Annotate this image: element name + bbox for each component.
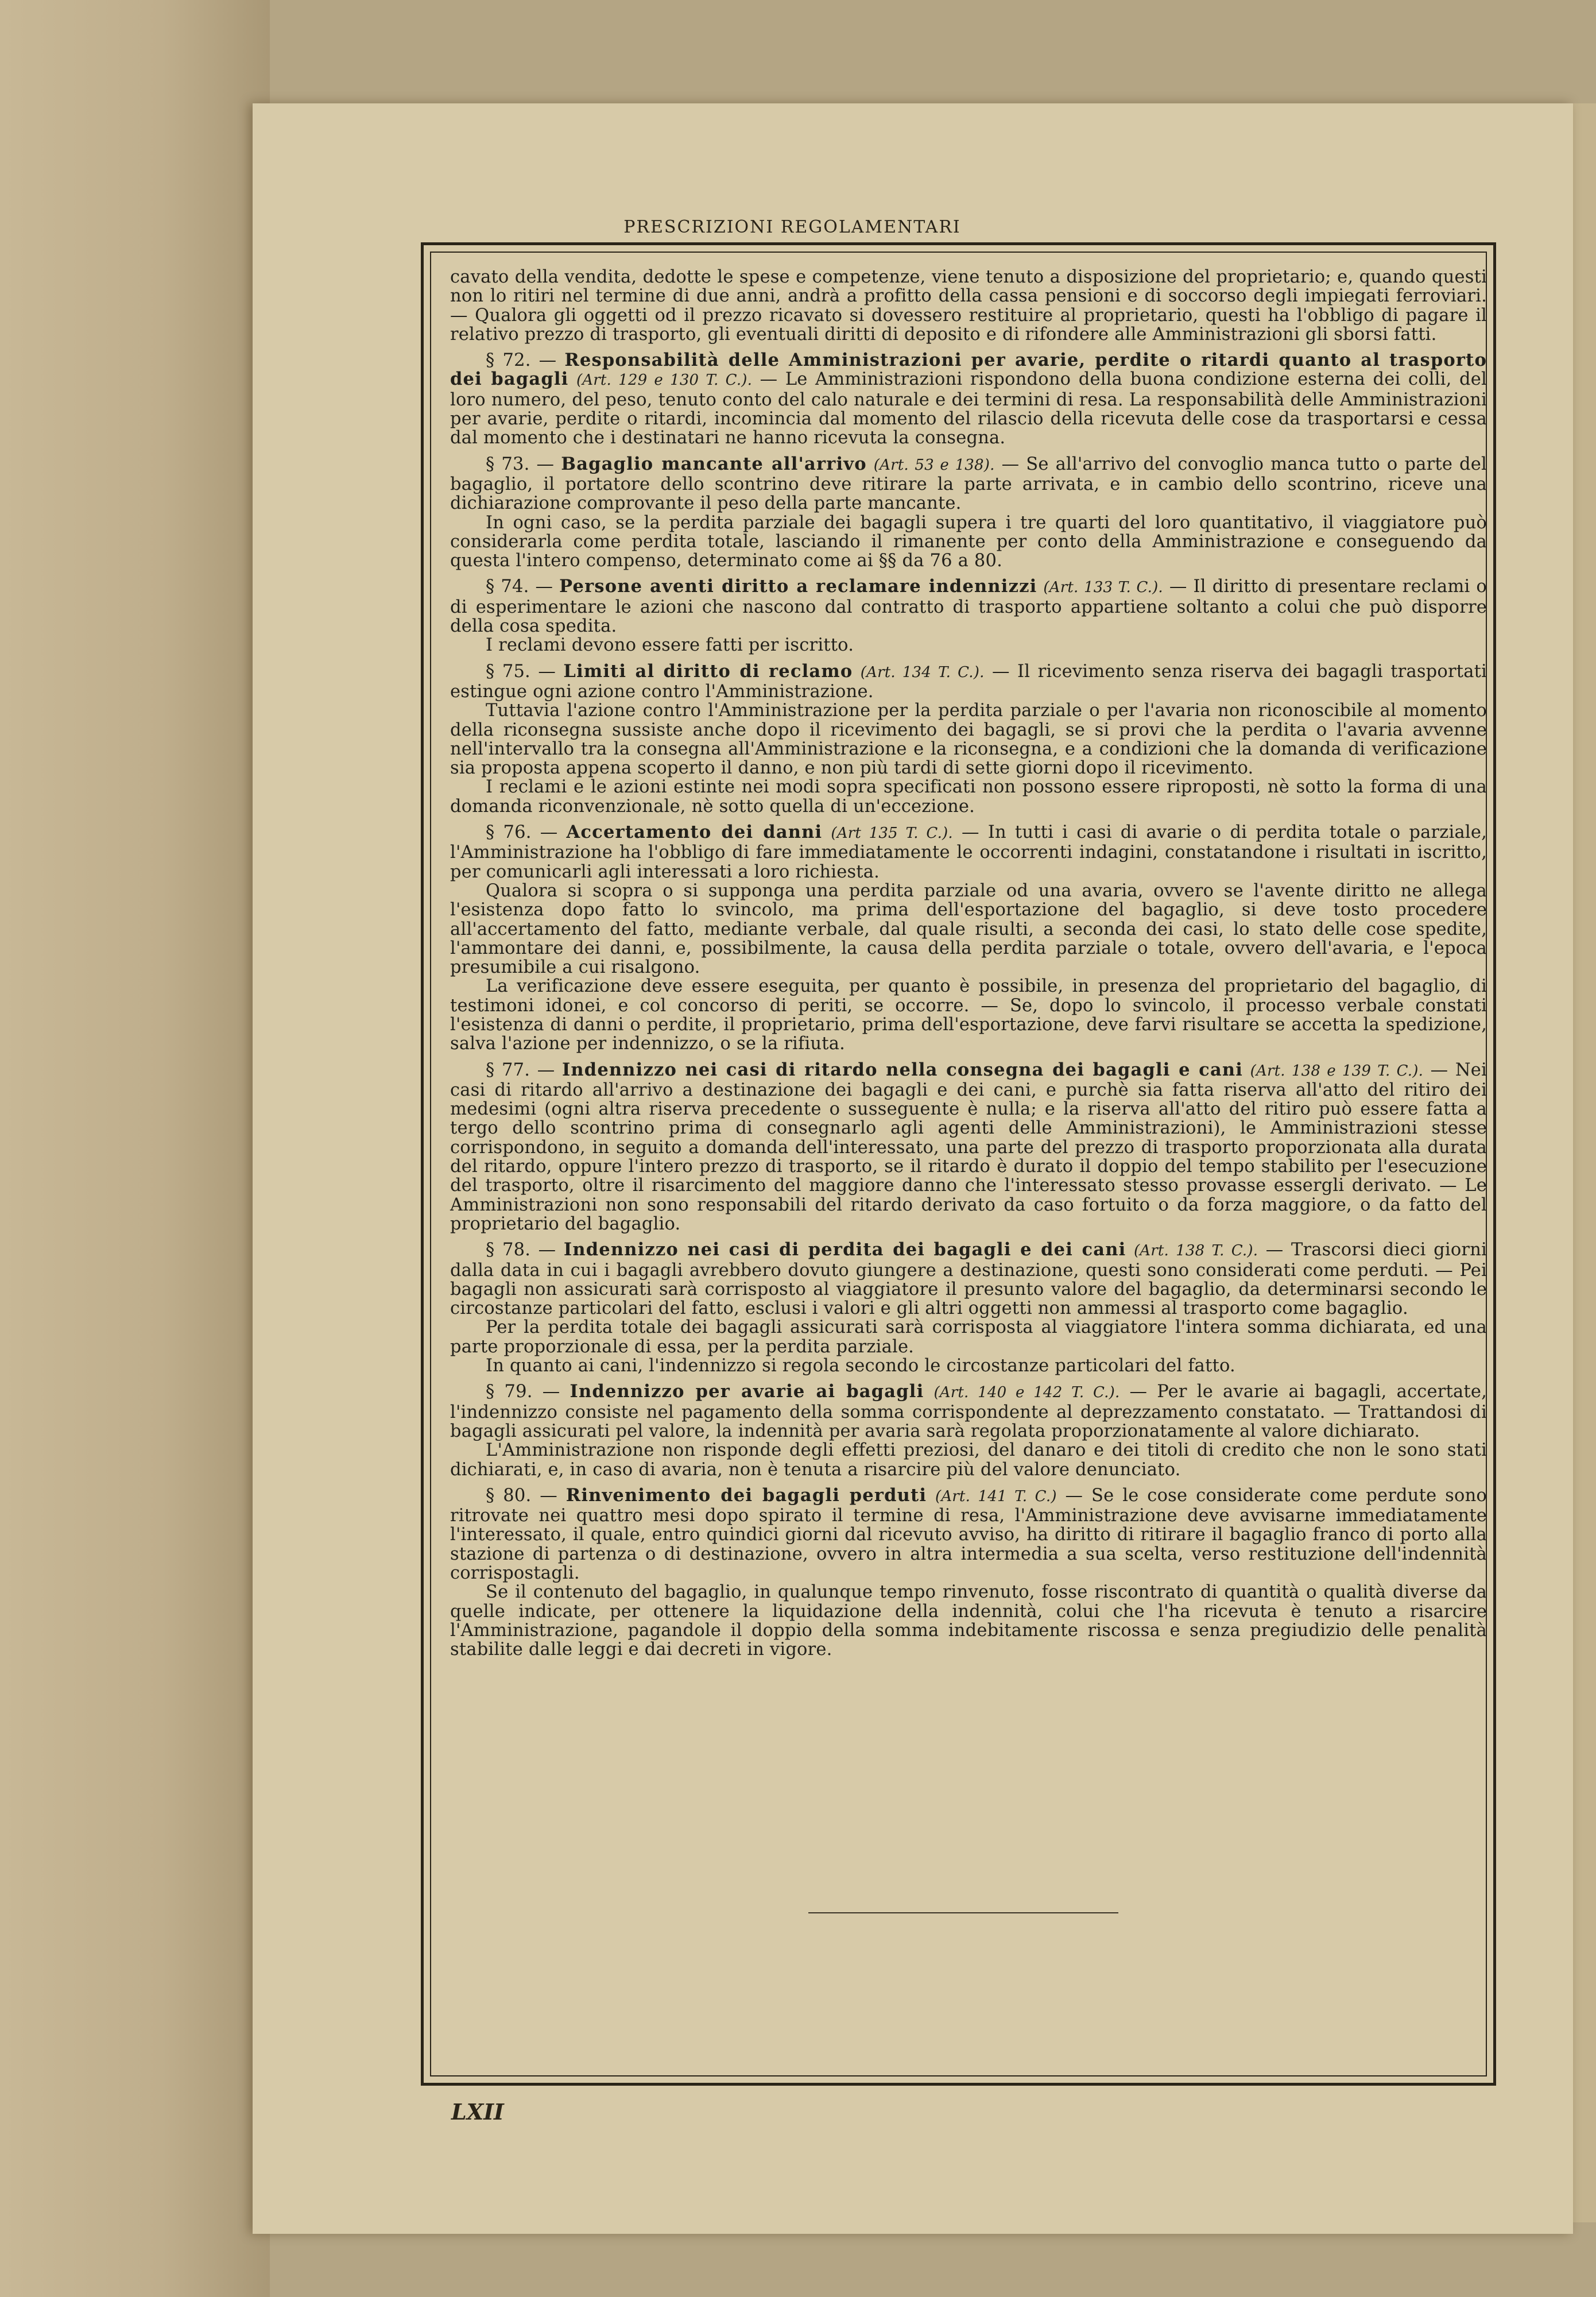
section-paragraph: Per la perdita totale dei bagagli assicurati sarà corrisposta al viaggiatore l'intera somma dichiarata, ed una parte proporzionale di essa, per la perdita parziale.	[450, 1317, 1487, 1357]
section-paragraph: Se il contenuto del bagaglio, in qualunque tempo rinvenuto, fosse riscontrato di quantità o qualità diverse da quelle indicate, per ottenere la liquidazione della indennità, colui che l'ha ricevuta è tenuto a risarcire l'Amministrazione, pagandole il doppio della somma indebitamente riscossa e senza pregiudizio delle penalità stabilite dalle leggi e dai decreti in vigore.	[450, 1582, 1487, 1660]
section-title: Indennizzo nei casi di perdita dei bagagli e dei cani	[563, 1239, 1126, 1260]
section-heading-paragraph: § 76. — Accertamento dei danni (Art 135 T. C.). — In tutti i casi di avarie o di perdita totale o parziale, l'Amministrazione ha l'obbligo di fare immediatamente le occorrenti indagini, constatandone i risultati in iscritto, per comunicarli agli interessati a loro richiesta.	[450, 822, 1487, 882]
intro-paragraph	[450, 268, 1487, 344]
section-title: Rinvenimento dei bagagli perduti	[565, 1484, 927, 1506]
section-number: § 73.	[486, 454, 530, 474]
section-78	[450, 1240, 1487, 1375]
section-title: Accertamento dei danni	[566, 822, 823, 843]
section-body-text: — Il ricevimento senza riserva dei bagagli trasportati estingue ogni azione contro l'Amministrazione.	[450, 661, 1487, 702]
section-number: § 76.	[486, 822, 532, 843]
book-gutter-shadow	[0, 0, 270, 2297]
section-paragraph: I reclami devono essere fatti per iscritto.	[486, 635, 854, 656]
section-number: § 75.	[486, 661, 530, 682]
section-citation: (Art. 140 e 142 T. C.).	[933, 1384, 1120, 1402]
sections-list	[450, 351, 1487, 1659]
section-80	[450, 1486, 1487, 1660]
section-number: § 74.	[486, 577, 529, 597]
section-paragraph: In ogni caso, se la perdita parziale dei bagagli supera i tre quarti del loro quantitativo, il viaggiatore può considerarla come perdita totale, lasciando il rimanente per conto della Amministrazione e conseguendo da questa l'intero compenso, determinato come ai §§ da 76 a 80.	[450, 512, 1487, 571]
section-citation: (Art. 133 T. C.).	[1043, 579, 1163, 597]
section-number: § 77.	[486, 1059, 530, 1080]
page-number: LXII	[451, 2099, 504, 2125]
section-paragraph: Qualora si scopra o si supponga una perdita parziale od una avaria, ovvero se l'avente diritto ne allega l'esistenza dopo fatto lo svincolo, ma prima dell'esportazione del bagaglio, si deve tosto procedere all'accertamento del fatto, mediante verbale, dal quale risulti, a seconda dei casi, lo stato delle cose spedite, l'ammontare dei danni, e, possibilmente, la causa della perdita parziale o totale, ovvero dell'avaria, e l'epoca presumibile a cui risalgono.	[450, 880, 1487, 978]
section-citation: (Art. 129 e 130 T. C.).	[576, 372, 753, 389]
section-body-text: — Per le avarie ai bagagli, accertate, l'indennizzo consiste nel pagamento della somma corrispondente al deprezzamento constatato. — Trattandosi di bagagli assicurati pel valore, la indennità per avaria sarà regolata proporzionatamente al valore dichiarato.	[450, 1382, 1487, 1441]
section-title: Indennizzo per avarie ai bagagli	[570, 1381, 924, 1402]
section-citation: (Art 135 T. C.).	[831, 825, 953, 842]
section-heading-paragraph: § 78. — Indennizzo nei casi di perdita dei bagagli e dei cani (Art. 138 T. C.). — Trascorsi dieci giorni dalla data in cui i bagagli avrebbero dovuto giungere a destinazione, questi sono considerati come perduti. — Pei bagagli non assicurati sarà corrisposto al viaggiatore il presunto valore del bagaglio, da determinarsi secondo le circostanze particolari del fatto, esclusi i valori e gli altri oggetti non ammessi al trasporto come bagaglio.	[450, 1239, 1487, 1319]
section-title: Limiti al diritto di reclamo	[563, 660, 853, 682]
intro-text: cavato della vendita, dedotte le spese e competenze, viene tenuto a disposizione del proprietario; e, quando questi non lo ritiri nel termine di due anni, andrà a profitto della cassa pensioni e di soccorso degli impiegati ferroviari. — Qualora gli oggetti od il prezzo ricavato si dovessero restituire al proprietario, questi ha l'obbligo di pagare il relativo prezzo di trasporto, gli eventuali diritti di deposito e di rifondere alle Amministrazioni gli sborsi fatti.	[450, 267, 1487, 345]
section-heading-paragraph: § 79. — Indennizzo per avarie ai bagagli (Art. 140 e 142 T. C.). — Per le avarie ai bagagli, accertate, l'indennizzo consiste nel pagamento della somma corrispondente al deprezzamento constatato. — Trattandosi di bagagli assicurati pel valore, la indennità per avaria sarà regolata proporzionatamente al valore dichiarato.	[450, 1381, 1487, 1441]
section-75	[450, 662, 1487, 816]
section-body-text: — Se all'arrivo del convoglio manca tutto o parte del bagaglio, il portatore dello scontrino deve ritirare la parte arrivata, e in cambio dello scontrino, riceve una dichiarazione comprovante il peso della parte mancante.	[450, 454, 1487, 514]
section-citation: (Art. 134 T. C.).	[860, 663, 985, 681]
section-72	[450, 351, 1487, 447]
section-74	[450, 577, 1487, 655]
section-paragraph: La verificazione deve essere eseguita, per quanto è possibile, in presenza del proprietario del bagaglio, di testimoni idonei, e col concorso di periti, se occorre. — Se, dopo lo svincolo, il processo verbale constati l'esistenza di danni o perdite, il proprietario, prima dell'esportazione, deve farvi risultare se accetta la spedizione, salva l'azione per indennizzo, o se la rifiuta.	[450, 976, 1487, 1054]
section-heading-paragraph: § 74. — Persone aventi diritto a reclamare indennizzi (Art. 133 T. C.). — Il diritto di presentare reclami o di esperimentare le azioni che nascono dal contratto di trasporto appartiene soltanto a colui che può disporre della cosa spedita.	[450, 576, 1487, 637]
section-body-text: — Le Amministrazioni rispondono della buona condizione esterna dei colli, del loro numero, del peso, tenuto conto del calo naturale e dei termini di resa. La responsabilità delle Amministrazioni per avarie, perdite o ritardi, incomincia dal momento del rilascio della ricevuta delle cose da trasportarsi e cessa dal momento che i destinatari ne hanno ricevuta la consegna.	[450, 369, 1487, 448]
running-head: PRESCRIZIONI REGOLAMENTARI	[623, 217, 961, 237]
section-number: § 80.	[486, 1485, 532, 1506]
section-citation: (Art. 141 T. C.)	[935, 1487, 1057, 1505]
section-citation: (Art. 53 e 138).	[873, 456, 995, 474]
section-number: § 78.	[486, 1240, 531, 1260]
section-79	[450, 1382, 1487, 1479]
section-73	[450, 455, 1487, 571]
section-title: Responsabilità delle Amministrazioni per avarie, perdite o ritardi quanto al trasporto dei bagagli	[450, 350, 1487, 390]
section-title: Bagaglio mancante all'arrivo	[561, 453, 867, 474]
section-number: § 79.	[486, 1382, 533, 1402]
section-title: Persone aventi diritto a reclamare indennizzi	[559, 576, 1037, 597]
section-heading-paragraph: § 75. — Limiti al diritto di reclamo (Art. 134 T. C.). — Il ricevimento senza riserva dei bagagli trasportati estingue ogni azione contro l'Amministrazione.	[450, 660, 1487, 702]
section-heading-paragraph: § 80. — Rinvenimento dei bagagli perduti (Art. 141 T. C.) — Se le cose considerate come perdute sono ritrovate nei quattro mesi dopo spirato il termine di resa, l'Amministrazione deve avvisarne immediatamente l'interessato, il quale, entro quindici giorni dal ricevuto avviso, ha diritto di ritirare il bagaglio franco di porto alla stazione di partenza o di destinazione, ovvero in altra intermedia a sua scelta, verso restituzione dell'indennità corrispostagli.	[450, 1484, 1487, 1583]
section-body-text: — Il diritto di presentare reclami o di esperimentare le azioni che nascono dal contratto di trasporto appartiene soltanto a colui che può disporre della cosa spedita.	[450, 577, 1487, 637]
section-paragraph: In quanto ai cani, l'indennizzo si regola secondo le circostanze particolari del fatto.	[486, 1356, 1235, 1376]
section-citation: (Art. 138 T. C.).	[1133, 1242, 1258, 1260]
section-heading-paragraph: § 72. — Responsabilità delle Amministrazioni per avarie, perdite o ritardi quanto al trasporto dei bagagli (Art. 129 e 130 T. C.). — Le Amministrazioni rispondono della buona condizione esterna dei colli, del loro numero, del peso, tenuto conto del calo naturale e dei termini di resa. La responsabilità delle Amministrazioni per avarie, perdite o ritardi, incomincia dal momento del rilascio della ricevuta delle cose da trasportarsi e cessa dal momento che i destinatari ne hanno ricevuta la consegna.	[450, 350, 1487, 448]
section-title: Indennizzo nei casi di ritardo nella consegna dei bagagli e cani	[561, 1059, 1244, 1080]
section-paragraph: I reclami e le azioni estinte nei modi sopra specificati non possono essere riproposti, nè sotto la forma di una domanda riconvenzionale, nè sotto quella di un'eccezione.	[450, 777, 1487, 817]
section-number: § 72.	[486, 350, 531, 371]
section-body-text: — Se le cose considerate come perdute sono ritrovate nei quattro mesi dopo spirato il termine di resa, l'Amministrazione deve avvisarne immediatamente l'interessato, il quale, entro quindici giorni dal ricevuto avviso, ha diritto di ritirare il bagaglio franco di porto alla stazione di partenza o di destinazione, ovvero in altra intermedia a sua scelta, verso restituzione dell'indennità corrispostagli.	[450, 1485, 1487, 1583]
section-citation: (Art. 138 e 139 T. C.).	[1250, 1062, 1424, 1080]
section-body-text: — Nei casi di ritardo all'arrivo a destinazione dei bagagli e dei cani, e purchè sia fatta riserva all'atto del ritiro dei medesimi (ogni altra riserva precedente o susseguente è nulla; e la riserva all'atto del ritiro può essere fatta a tergo dello scontrino prima di consegnarlo agli agenti delle Amministrazioni), le Amministrazioni stesse corrispondono, in seguito a domanda dell'interessato, una parte del prezzo di trasporto proporzionata alla durata del ritardo, oppure l'intero prezzo di trasporto, se il ritardo è durato il doppio del tempo stabilito per l'esecuzione del trasporto, oltre il risarcimento del maggiore danno che l'interessato stesso provasse essergli derivato. — Le Amministrazioni non sono responsabili del ritardo derivato da caso fortuito o da forza maggiore, o da fatto del proprietario del bagaglio.	[450, 1059, 1487, 1234]
section-77	[450, 1061, 1487, 1234]
section-paragraph: L'Amministrazione non risponde degli effetti preziosi, del danaro e dei titoli di credito che non le sono stati dichiarati, e, in caso di avaria, non è tenuta a risarcire più del valore denunciato.	[450, 1440, 1487, 1480]
section-heading-paragraph: § 73. — Bagaglio mancante all'arrivo (Art. 53 e 138). — Se all'arrivo del convoglio manca tutto o parte del bagaglio, il portatore dello scontrino deve ritirare la parte arrivata, e in cambio dello scontrino, riceve una dichiarazione comprovante il peso della parte mancante.	[450, 453, 1487, 514]
section-76	[450, 823, 1487, 1054]
section-body-text: — In tutti i casi di avarie o di perdita totale o parziale, l'Amministrazione ha l'obbligo di fare immediatamente le occorrenti indagini, constatandone i risultati in iscritto, per comunicarli agli interessati a loro richiesta.	[450, 822, 1487, 882]
end-rule	[808, 1912, 1118, 1913]
section-paragraph: Tuttavia l'azione contro l'Amministrazione per la perdita parziale o per l'avaria non riconoscibile al momento della riconsegna sussiste anche dopo il ricevimento dei bagagli, se si provi che la perdita o l'avaria avvenne nell'intervallo tra la consegna all'Amministrazione e la riconsegna, e a condizioni che la domanda di verificazione sia proposta appena scoperto il danno, e non più tardi di sette giorni dopo il ricevimento.	[450, 701, 1487, 779]
page-text	[450, 268, 1487, 1666]
section-heading-paragraph: § 77. — Indennizzo nei casi di ritardo nella consegna dei bagagli e cani (Art. 138 e 139 T. C.). — Nei casi di ritardo all'arrivo a destinazione dei bagagli e dei cani, e purchè sia fatta riserva all'atto del ritiro dei medesimi (ogni altra riserva precedente o susseguente è nulla; e la riserva all'atto del ritiro può essere fatta a tergo dello scontrino prima di consegnarlo agli agenti delle Amministrazioni), le Amministrazioni stesse corrispondono, in seguito a domanda dell'interessato, una parte del prezzo di trasporto proporzionata alla durata del ritardo, oppure l'intero prezzo di trasporto, se il ritardo è durato il doppio del tempo stabilito per l'esecuzione del trasporto, oltre il risarcimento del maggiore danno che l'interessato stesso provasse essergli derivato. — Le Amministrazioni non sono responsabili del ritardo derivato da caso fortuito o da forza maggiore, o da fatto del proprietario del bagaglio.	[450, 1059, 1487, 1234]
section-body-text: — Trascorsi dieci giorni dalla data in cui i bagagli avrebbero dovuto giungere a destinazione, questi sono considerati come perduti. — Pei bagagli non assicurati sarà corrisposto al viaggiatore il presunto valore del bagaglio, da determinarsi secondo le circostanze particolari del fatto, esclusi i valori e gli altri oggetti non ammessi al trasporto come bagaglio.	[450, 1240, 1487, 1319]
